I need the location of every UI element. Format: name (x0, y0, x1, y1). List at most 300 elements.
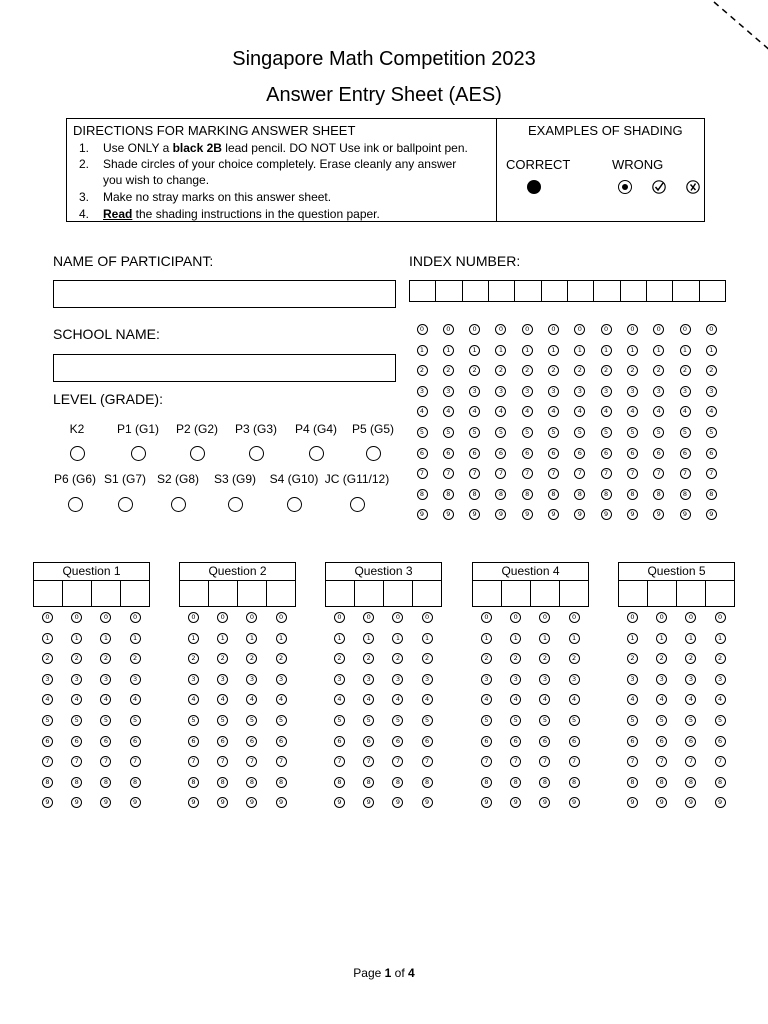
level-option-bubble[interactable] (287, 497, 302, 512)
answer-digit-bubble[interactable]: 6 (422, 736, 433, 747)
answer-digit-bubble[interactable]: 1 (539, 633, 550, 644)
answer-digit-bubble[interactable]: 4 (71, 694, 82, 705)
answer-digit-bubble[interactable]: 0 (246, 612, 257, 623)
index-digit-bubble[interactable]: 7 (574, 468, 585, 479)
answer-digit-bubble[interactable]: 7 (481, 756, 492, 767)
index-digit-bubble[interactable]: 0 (443, 324, 454, 335)
index-digit-bubble[interactable]: 5 (706, 427, 717, 438)
answer-digit-bubble[interactable]: 2 (569, 653, 580, 664)
answer-digit-bubble[interactable]: 2 (656, 653, 667, 664)
answer-digit-bubble[interactable]: 4 (130, 694, 141, 705)
answer-digit-bubble[interactable]: 8 (71, 777, 82, 788)
answer-digit-bubble[interactable]: 9 (392, 797, 403, 808)
answer-digit-bubble[interactable]: 6 (392, 736, 403, 747)
index-digit-bubble[interactable]: 6 (522, 448, 533, 459)
answer-digit-bubble[interactable]: 8 (42, 777, 53, 788)
answer-digit-bubble[interactable]: 3 (363, 674, 374, 685)
index-digit-bubble[interactable]: 2 (548, 365, 559, 376)
answer-digit-bubble[interactable]: 5 (715, 715, 726, 726)
index-digit-bubble[interactable]: 9 (653, 509, 664, 520)
answer-digit-bubble[interactable]: 1 (71, 633, 82, 644)
question-answer-boxes[interactable] (33, 581, 150, 607)
answer-digit-bubble[interactable]: 3 (246, 674, 257, 685)
answer-digit-bubble[interactable]: 6 (715, 736, 726, 747)
answer-digit-bubble[interactable]: 5 (392, 715, 403, 726)
index-digit-bubble[interactable]: 4 (548, 406, 559, 417)
index-digit-bubble[interactable]: 8 (443, 489, 454, 500)
index-digit-bubble[interactable]: 3 (653, 386, 664, 397)
answer-digit-bubble[interactable]: 6 (71, 736, 82, 747)
answer-digit-bubble[interactable]: 4 (188, 694, 199, 705)
answer-digit-bubble[interactable]: 7 (217, 756, 228, 767)
answer-digit-bubble[interactable]: 1 (685, 633, 696, 644)
answer-digit-bubble[interactable]: 0 (510, 612, 521, 623)
answer-digit-bubble[interactable]: 4 (481, 694, 492, 705)
answer-digit-bubble[interactable]: 0 (539, 612, 550, 623)
answer-digit-bubble[interactable]: 3 (42, 674, 53, 685)
index-digit-bubble[interactable]: 8 (417, 489, 428, 500)
answer-digit-bubble[interactable]: 6 (481, 736, 492, 747)
index-digit-bubble[interactable]: 7 (522, 468, 533, 479)
index-digit-bubble[interactable]: 3 (627, 386, 638, 397)
index-digit-bubble[interactable]: 9 (417, 509, 428, 520)
answer-digit-bubble[interactable]: 4 (246, 694, 257, 705)
answer-digit-bubble[interactable]: 8 (188, 777, 199, 788)
index-digit-bubble[interactable]: 5 (469, 427, 480, 438)
answer-digit-bubble[interactable]: 8 (246, 777, 257, 788)
answer-digit-bubble[interactable]: 1 (569, 633, 580, 644)
answer-digit-bubble[interactable]: 9 (656, 797, 667, 808)
answer-digit-bubble[interactable]: 0 (627, 612, 638, 623)
index-digit-bubble[interactable]: 4 (706, 406, 717, 417)
index-digit-bubble[interactable]: 2 (443, 365, 454, 376)
answer-digit-bubble[interactable]: 6 (42, 736, 53, 747)
index-digit-bubble[interactable]: 2 (417, 365, 428, 376)
answer-digit-bubble[interactable]: 6 (334, 736, 345, 747)
index-digit-bubble[interactable]: 8 (495, 489, 506, 500)
index-digit-bubble[interactable]: 9 (574, 509, 585, 520)
answer-digit-bubble[interactable]: 9 (246, 797, 257, 808)
answer-digit-bubble[interactable]: 0 (481, 612, 492, 623)
answer-digit-bubble[interactable]: 9 (334, 797, 345, 808)
answer-digit-bubble[interactable]: 3 (510, 674, 521, 685)
answer-digit-bubble[interactable]: 2 (334, 653, 345, 664)
answer-digit-bubble[interactable]: 6 (100, 736, 111, 747)
index-digit-bubble[interactable]: 5 (417, 427, 428, 438)
index-digit-bubble[interactable]: 4 (469, 406, 480, 417)
index-digit-bubble[interactable]: 0 (706, 324, 717, 335)
answer-digit-bubble[interactable]: 0 (276, 612, 287, 623)
level-option-bubble[interactable] (70, 446, 85, 461)
answer-digit-bubble[interactable]: 5 (276, 715, 287, 726)
answer-digit-bubble[interactable]: 2 (363, 653, 374, 664)
index-digit-bubble[interactable]: 7 (601, 468, 612, 479)
answer-digit-bubble[interactable]: 4 (334, 694, 345, 705)
index-digit-bubble[interactable]: 5 (653, 427, 664, 438)
answer-digit-bubble[interactable]: 3 (481, 674, 492, 685)
answer-digit-bubble[interactable]: 3 (392, 674, 403, 685)
index-digit-bubble[interactable]: 5 (443, 427, 454, 438)
index-digit-bubble[interactable]: 2 (469, 365, 480, 376)
index-digit-bubble[interactable]: 0 (495, 324, 506, 335)
answer-digit-bubble[interactable]: 0 (100, 612, 111, 623)
answer-digit-bubble[interactable]: 9 (627, 797, 638, 808)
index-digit-bubble[interactable]: 7 (653, 468, 664, 479)
answer-digit-bubble[interactable]: 9 (188, 797, 199, 808)
answer-digit-bubble[interactable]: 1 (100, 633, 111, 644)
answer-digit-bubble[interactable]: 5 (246, 715, 257, 726)
answer-digit-bubble[interactable]: 0 (392, 612, 403, 623)
answer-digit-bubble[interactable]: 7 (569, 756, 580, 767)
index-digit-bubble[interactable]: 2 (601, 365, 612, 376)
index-digit-bubble[interactable]: 1 (443, 345, 454, 356)
answer-digit-bubble[interactable]: 0 (363, 612, 374, 623)
answer-digit-bubble[interactable]: 6 (510, 736, 521, 747)
answer-digit-bubble[interactable]: 8 (130, 777, 141, 788)
answer-digit-bubble[interactable]: 4 (276, 694, 287, 705)
answer-digit-bubble[interactable]: 5 (334, 715, 345, 726)
answer-digit-bubble[interactable]: 8 (334, 777, 345, 788)
answer-digit-bubble[interactable]: 0 (715, 612, 726, 623)
answer-digit-bubble[interactable]: 2 (685, 653, 696, 664)
answer-digit-bubble[interactable]: 5 (569, 715, 580, 726)
answer-digit-bubble[interactable]: 3 (539, 674, 550, 685)
answer-digit-bubble[interactable]: 6 (188, 736, 199, 747)
index-digit-bubble[interactable]: 9 (522, 509, 533, 520)
answer-digit-bubble[interactable]: 7 (42, 756, 53, 767)
answer-digit-bubble[interactable]: 8 (510, 777, 521, 788)
index-digit-bubble[interactable]: 1 (548, 345, 559, 356)
answer-digit-bubble[interactable]: 0 (71, 612, 82, 623)
answer-digit-bubble[interactable]: 5 (685, 715, 696, 726)
index-digit-bubble[interactable]: 1 (417, 345, 428, 356)
answer-digit-bubble[interactable]: 7 (627, 756, 638, 767)
index-digit-bubble[interactable]: 7 (495, 468, 506, 479)
index-digit-bubble[interactable]: 0 (469, 324, 480, 335)
answer-digit-bubble[interactable]: 8 (217, 777, 228, 788)
answer-digit-bubble[interactable]: 1 (715, 633, 726, 644)
answer-digit-bubble[interactable]: 4 (539, 694, 550, 705)
index-digit-bubble[interactable]: 3 (443, 386, 454, 397)
index-digit-bubble[interactable]: 3 (706, 386, 717, 397)
index-digit-bubble[interactable]: 6 (417, 448, 428, 459)
answer-digit-bubble[interactable]: 6 (569, 736, 580, 747)
index-digit-bubble[interactable]: 1 (706, 345, 717, 356)
index-digit-bubble[interactable]: 3 (417, 386, 428, 397)
index-digit-bubble[interactable]: 1 (469, 345, 480, 356)
index-digit-bubble[interactable]: 8 (653, 489, 664, 500)
answer-digit-bubble[interactable]: 1 (510, 633, 521, 644)
index-digit-bubble[interactable]: 1 (627, 345, 638, 356)
answer-digit-bubble[interactable]: 8 (276, 777, 287, 788)
index-digit-bubble[interactable]: 3 (495, 386, 506, 397)
question-answer-boxes[interactable] (179, 581, 296, 607)
answer-digit-bubble[interactable]: 9 (569, 797, 580, 808)
answer-digit-bubble[interactable]: 0 (422, 612, 433, 623)
index-digit-bubble[interactable]: 9 (443, 509, 454, 520)
index-digit-bubble[interactable]: 6 (548, 448, 559, 459)
answer-digit-bubble[interactable]: 3 (334, 674, 345, 685)
index-digit-bubble[interactable]: 6 (495, 448, 506, 459)
index-digit-bubble[interactable]: 3 (574, 386, 585, 397)
index-digit-bubble[interactable]: 5 (495, 427, 506, 438)
index-digit-bubble[interactable]: 0 (653, 324, 664, 335)
answer-digit-bubble[interactable]: 3 (569, 674, 580, 685)
answer-digit-bubble[interactable]: 2 (246, 653, 257, 664)
index-digit-bubble[interactable]: 3 (548, 386, 559, 397)
answer-digit-bubble[interactable]: 5 (656, 715, 667, 726)
answer-digit-bubble[interactable]: 7 (363, 756, 374, 767)
index-digit-bubble[interactable]: 8 (574, 489, 585, 500)
answer-digit-bubble[interactable]: 6 (656, 736, 667, 747)
name-field[interactable] (53, 280, 396, 308)
answer-digit-bubble[interactable]: 0 (569, 612, 580, 623)
index-digit-bubble[interactable]: 4 (495, 406, 506, 417)
answer-digit-bubble[interactable]: 1 (627, 633, 638, 644)
answer-digit-bubble[interactable]: 5 (188, 715, 199, 726)
answer-digit-bubble[interactable]: 2 (539, 653, 550, 664)
index-digit-bubble[interactable]: 2 (574, 365, 585, 376)
index-digit-bubble[interactable]: 7 (627, 468, 638, 479)
answer-digit-bubble[interactable]: 2 (276, 653, 287, 664)
answer-digit-bubble[interactable]: 6 (246, 736, 257, 747)
answer-digit-bubble[interactable]: 4 (627, 694, 638, 705)
answer-digit-bubble[interactable]: 8 (685, 777, 696, 788)
index-digit-bubble[interactable]: 5 (574, 427, 585, 438)
answer-digit-bubble[interactable]: 0 (656, 612, 667, 623)
answer-digit-bubble[interactable]: 5 (422, 715, 433, 726)
level-option-bubble[interactable] (228, 497, 243, 512)
answer-digit-bubble[interactable]: 7 (656, 756, 667, 767)
level-option-bubble[interactable] (131, 446, 146, 461)
index-digit-bubble[interactable]: 1 (601, 345, 612, 356)
answer-digit-bubble[interactable]: 7 (246, 756, 257, 767)
school-field[interactable] (53, 354, 396, 382)
answer-digit-bubble[interactable]: 7 (71, 756, 82, 767)
answer-digit-bubble[interactable]: 3 (276, 674, 287, 685)
index-digit-bubble[interactable]: 1 (574, 345, 585, 356)
answer-digit-bubble[interactable]: 3 (715, 674, 726, 685)
answer-digit-bubble[interactable]: 9 (217, 797, 228, 808)
index-digit-bubble[interactable]: 5 (627, 427, 638, 438)
question-answer-boxes[interactable] (325, 581, 442, 607)
answer-digit-bubble[interactable]: 1 (392, 633, 403, 644)
index-digit-bubble[interactable]: 0 (680, 324, 691, 335)
index-digit-bubble[interactable]: 7 (680, 468, 691, 479)
answer-digit-bubble[interactable]: 9 (685, 797, 696, 808)
index-digit-bubble[interactable]: 3 (522, 386, 533, 397)
index-digit-bubble[interactable]: 6 (443, 448, 454, 459)
index-digit-bubble[interactable]: 8 (469, 489, 480, 500)
answer-digit-bubble[interactable]: 3 (100, 674, 111, 685)
answer-digit-bubble[interactable]: 6 (130, 736, 141, 747)
answer-digit-bubble[interactable]: 5 (539, 715, 550, 726)
answer-digit-bubble[interactable]: 4 (510, 694, 521, 705)
answer-digit-bubble[interactable]: 8 (100, 777, 111, 788)
answer-digit-bubble[interactable]: 6 (217, 736, 228, 747)
answer-digit-bubble[interactable]: 7 (392, 756, 403, 767)
answer-digit-bubble[interactable]: 8 (481, 777, 492, 788)
index-digit-bubble[interactable]: 6 (574, 448, 585, 459)
answer-digit-bubble[interactable]: 8 (715, 777, 726, 788)
answer-digit-bubble[interactable]: 2 (715, 653, 726, 664)
answer-digit-bubble[interactable]: 1 (656, 633, 667, 644)
index-digit-bubble[interactable]: 8 (627, 489, 638, 500)
answer-digit-bubble[interactable]: 4 (363, 694, 374, 705)
index-digit-bubble[interactable]: 4 (443, 406, 454, 417)
answer-digit-bubble[interactable]: 7 (422, 756, 433, 767)
index-digit-bubble[interactable]: 8 (706, 489, 717, 500)
answer-digit-bubble[interactable]: 8 (422, 777, 433, 788)
answer-digit-bubble[interactable]: 0 (334, 612, 345, 623)
index-digit-bubble[interactable]: 0 (548, 324, 559, 335)
index-digit-bubble[interactable]: 9 (548, 509, 559, 520)
answer-digit-bubble[interactable]: 9 (71, 797, 82, 808)
index-digit-bubble[interactable]: 6 (653, 448, 664, 459)
level-option-bubble[interactable] (350, 497, 365, 512)
index-number-boxes[interactable] (409, 280, 726, 302)
index-digit-bubble[interactable]: 1 (522, 345, 533, 356)
answer-digit-bubble[interactable]: 1 (422, 633, 433, 644)
answer-digit-bubble[interactable]: 3 (656, 674, 667, 685)
answer-digit-bubble[interactable]: 0 (130, 612, 141, 623)
index-digit-bubble[interactable]: 3 (469, 386, 480, 397)
answer-digit-bubble[interactable]: 7 (685, 756, 696, 767)
level-option-bubble[interactable] (118, 497, 133, 512)
answer-digit-bubble[interactable]: 9 (715, 797, 726, 808)
answer-digit-bubble[interactable]: 1 (217, 633, 228, 644)
index-digit-bubble[interactable]: 3 (680, 386, 691, 397)
index-digit-bubble[interactable]: 4 (680, 406, 691, 417)
level-option-bubble[interactable] (190, 446, 205, 461)
question-answer-boxes[interactable] (472, 581, 589, 607)
index-digit-bubble[interactable]: 4 (601, 406, 612, 417)
answer-digit-bubble[interactable]: 1 (42, 633, 53, 644)
answer-digit-bubble[interactable]: 4 (569, 694, 580, 705)
answer-digit-bubble[interactable]: 3 (627, 674, 638, 685)
answer-digit-bubble[interactable]: 4 (656, 694, 667, 705)
index-digit-bubble[interactable]: 0 (627, 324, 638, 335)
index-digit-bubble[interactable]: 4 (522, 406, 533, 417)
answer-digit-bubble[interactable]: 1 (363, 633, 374, 644)
index-digit-bubble[interactable]: 9 (627, 509, 638, 520)
index-digit-bubble[interactable]: 7 (417, 468, 428, 479)
index-digit-bubble[interactable]: 4 (653, 406, 664, 417)
answer-digit-bubble[interactable]: 8 (363, 777, 374, 788)
index-digit-bubble[interactable]: 0 (417, 324, 428, 335)
answer-digit-bubble[interactable]: 8 (392, 777, 403, 788)
answer-digit-bubble[interactable]: 3 (217, 674, 228, 685)
answer-digit-bubble[interactable]: 0 (42, 612, 53, 623)
question-answer-boxes[interactable] (618, 581, 735, 607)
answer-digit-bubble[interactable]: 6 (276, 736, 287, 747)
answer-digit-bubble[interactable]: 6 (685, 736, 696, 747)
index-digit-bubble[interactable]: 8 (680, 489, 691, 500)
answer-digit-bubble[interactable]: 9 (539, 797, 550, 808)
answer-digit-bubble[interactable]: 6 (627, 736, 638, 747)
index-digit-bubble[interactable]: 3 (601, 386, 612, 397)
answer-digit-bubble[interactable]: 5 (363, 715, 374, 726)
answer-digit-bubble[interactable]: 2 (42, 653, 53, 664)
answer-digit-bubble[interactable]: 1 (130, 633, 141, 644)
answer-digit-bubble[interactable]: 4 (715, 694, 726, 705)
answer-digit-bubble[interactable]: 5 (481, 715, 492, 726)
index-digit-bubble[interactable]: 7 (443, 468, 454, 479)
answer-digit-bubble[interactable]: 2 (100, 653, 111, 664)
answer-digit-bubble[interactable]: 1 (276, 633, 287, 644)
answer-digit-bubble[interactable]: 6 (539, 736, 550, 747)
answer-digit-bubble[interactable]: 9 (481, 797, 492, 808)
answer-digit-bubble[interactable]: 0 (217, 612, 228, 623)
answer-digit-bubble[interactable]: 9 (510, 797, 521, 808)
answer-digit-bubble[interactable]: 2 (481, 653, 492, 664)
index-digit-bubble[interactable]: 5 (601, 427, 612, 438)
index-digit-bubble[interactable]: 9 (495, 509, 506, 520)
answer-digit-bubble[interactable]: 8 (539, 777, 550, 788)
answer-digit-bubble[interactable]: 1 (188, 633, 199, 644)
index-digit-bubble[interactable]: 9 (706, 509, 717, 520)
index-digit-bubble[interactable]: 7 (706, 468, 717, 479)
index-digit-bubble[interactable]: 1 (680, 345, 691, 356)
index-digit-bubble[interactable]: 4 (574, 406, 585, 417)
index-digit-bubble[interactable]: 8 (601, 489, 612, 500)
answer-digit-bubble[interactable]: 9 (100, 797, 111, 808)
answer-digit-bubble[interactable]: 7 (539, 756, 550, 767)
answer-digit-bubble[interactable]: 2 (188, 653, 199, 664)
index-digit-bubble[interactable]: 8 (522, 489, 533, 500)
answer-digit-bubble[interactable]: 9 (276, 797, 287, 808)
answer-digit-bubble[interactable]: 4 (685, 694, 696, 705)
answer-digit-bubble[interactable]: 5 (510, 715, 521, 726)
index-digit-bubble[interactable]: 9 (601, 509, 612, 520)
level-option-bubble[interactable] (171, 497, 186, 512)
answer-digit-bubble[interactable]: 3 (422, 674, 433, 685)
answer-digit-bubble[interactable]: 2 (130, 653, 141, 664)
index-digit-bubble[interactable]: 5 (522, 427, 533, 438)
index-digit-bubble[interactable]: 1 (495, 345, 506, 356)
index-digit-bubble[interactable]: 7 (469, 468, 480, 479)
answer-digit-bubble[interactable]: 5 (627, 715, 638, 726)
answer-digit-bubble[interactable]: 5 (100, 715, 111, 726)
answer-digit-bubble[interactable]: 7 (130, 756, 141, 767)
level-option-bubble[interactable] (366, 446, 381, 461)
answer-digit-bubble[interactable]: 7 (276, 756, 287, 767)
index-digit-bubble[interactable]: 0 (601, 324, 612, 335)
answer-digit-bubble[interactable]: 7 (100, 756, 111, 767)
index-digit-bubble[interactable]: 6 (627, 448, 638, 459)
index-digit-bubble[interactable]: 8 (548, 489, 559, 500)
answer-digit-bubble[interactable]: 5 (71, 715, 82, 726)
answer-digit-bubble[interactable]: 9 (42, 797, 53, 808)
answer-digit-bubble[interactable]: 4 (100, 694, 111, 705)
level-option-bubble[interactable] (68, 497, 83, 512)
index-digit-bubble[interactable]: 0 (522, 324, 533, 335)
answer-digit-bubble[interactable]: 0 (188, 612, 199, 623)
answer-digit-bubble[interactable]: 9 (422, 797, 433, 808)
answer-digit-bubble[interactable]: 5 (42, 715, 53, 726)
index-digit-bubble[interactable]: 2 (653, 365, 664, 376)
answer-digit-bubble[interactable]: 3 (71, 674, 82, 685)
index-digit-bubble[interactable]: 6 (469, 448, 480, 459)
index-digit-bubble[interactable]: 0 (574, 324, 585, 335)
level-option-bubble[interactable] (309, 446, 324, 461)
answer-digit-bubble[interactable]: 7 (188, 756, 199, 767)
index-digit-bubble[interactable]: 6 (706, 448, 717, 459)
answer-digit-bubble[interactable]: 4 (422, 694, 433, 705)
answer-digit-bubble[interactable]: 8 (569, 777, 580, 788)
index-digit-bubble[interactable]: 2 (627, 365, 638, 376)
answer-digit-bubble[interactable]: 2 (627, 653, 638, 664)
